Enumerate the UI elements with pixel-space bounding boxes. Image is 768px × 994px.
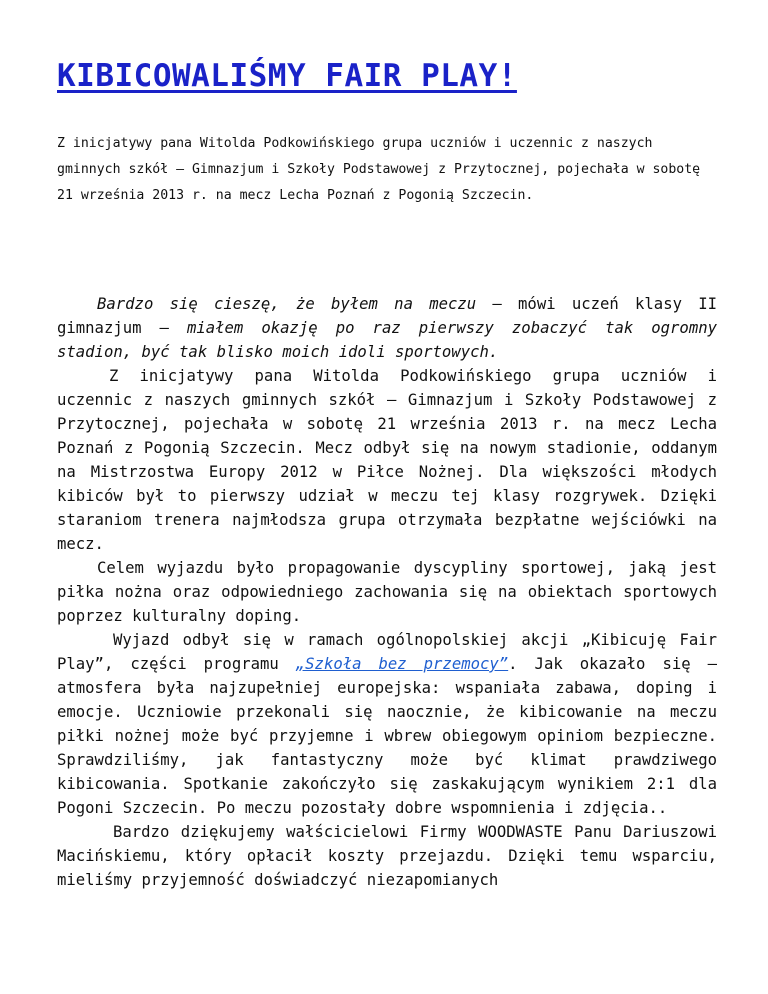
paragraph-3-after: . Jak okazało się – atmosfera była najzupełniej europejska: wspaniała zabawa, doping i emocje. Uczniowie przekonali się naocznie, że kibicowanie na meczu piłki nożnej może być przyjemne i wbrew obiegowym opiniom bezpieczne. Sprawdziliśmy, jak fantastyczny może być klimat prawdziwego kibicowania. Spotkanie zakończyło się zaskakującym wynikiem 2:1 dla Pogoni Szczecin. Po meczu pozostały dobre wspomnienia i zdjęcia.. bbox=[57, 655, 717, 817]
quote-part-1: Bardzo się cieszę, że byłem na meczu bbox=[97, 295, 477, 313]
quote-attribution: – mówi uczeń klasy II gimnazjum – bbox=[57, 295, 718, 337]
body-paragraph-4: Bardzo dziękujemy wałścicielowi Firmy WOODWASTE Panu Dariuszowi Macińskiemu, który opłacił koszty przejazdu. Dzięki temu wsparciu, mieliśmy przyjemność doświadczyć niezapomianych bbox=[57, 823, 717, 889]
body-paragraph-1: Z inicjatywy pana Witolda Podkowińskiego grupa uczniów i uczennic z naszych gminnych szkół – Gimnazjum i Szkoły Podstawowej z Przytocznej, pojechała w sobotę 21 września 2013 r. na mecz Lecha Poznań z Pogonią Szczecin. Mecz odbył się na nowym stadionie, oddanym na Mistrzostwa Europy 2012 w Piłce Nożnej. Dla większości młodych kibiców był to pierwszy udział w meczu tej klasy rozgrywek. Dzięki staraniom trenera najmłodsza grupa otrzymała bezpłatne wejściówki na mecz. bbox=[57, 367, 717, 553]
paragraph-3-before: Wyjazd odbył się w ramach ogólnopolskiej akcji „Kibicuję Fair Play”, części programu bbox=[57, 631, 717, 673]
quote-paragraph bbox=[57, 292, 717, 364]
article-body bbox=[57, 292, 717, 892]
program-link[interactable]: „Szkoła bez przemocy” bbox=[295, 655, 509, 673]
intro-paragraph: Z inicjatywy pana Witolda Podkowińskiego grupa uczniów i uczennic z naszych gminnych szkół – Gimnazjum i Szkoły Podstawowej z Przytocznej, pojechała w sobotę 21 września 2013 r. na mecz Lecha Poznań z Pogonią Szczecin. bbox=[57, 136, 701, 203]
body-paragraph-2: Celem wyjazdu było propagowanie dyscypliny sportowej, jaką jest piłka nożna oraz odpowiedniego zachowania się na obiektach sportowych poprzez kulturalny doping. bbox=[57, 559, 717, 625]
article-title[interactable]: KIBICOWALIŚMY FAIR PLAY! bbox=[57, 58, 517, 94]
body-paragraph-3 bbox=[57, 628, 717, 820]
quote-part-2: miałem okazję po raz pierwszy zobaczyć tak ogromny stadion, być tak blisko moich idoli sportowych. bbox=[57, 319, 717, 361]
